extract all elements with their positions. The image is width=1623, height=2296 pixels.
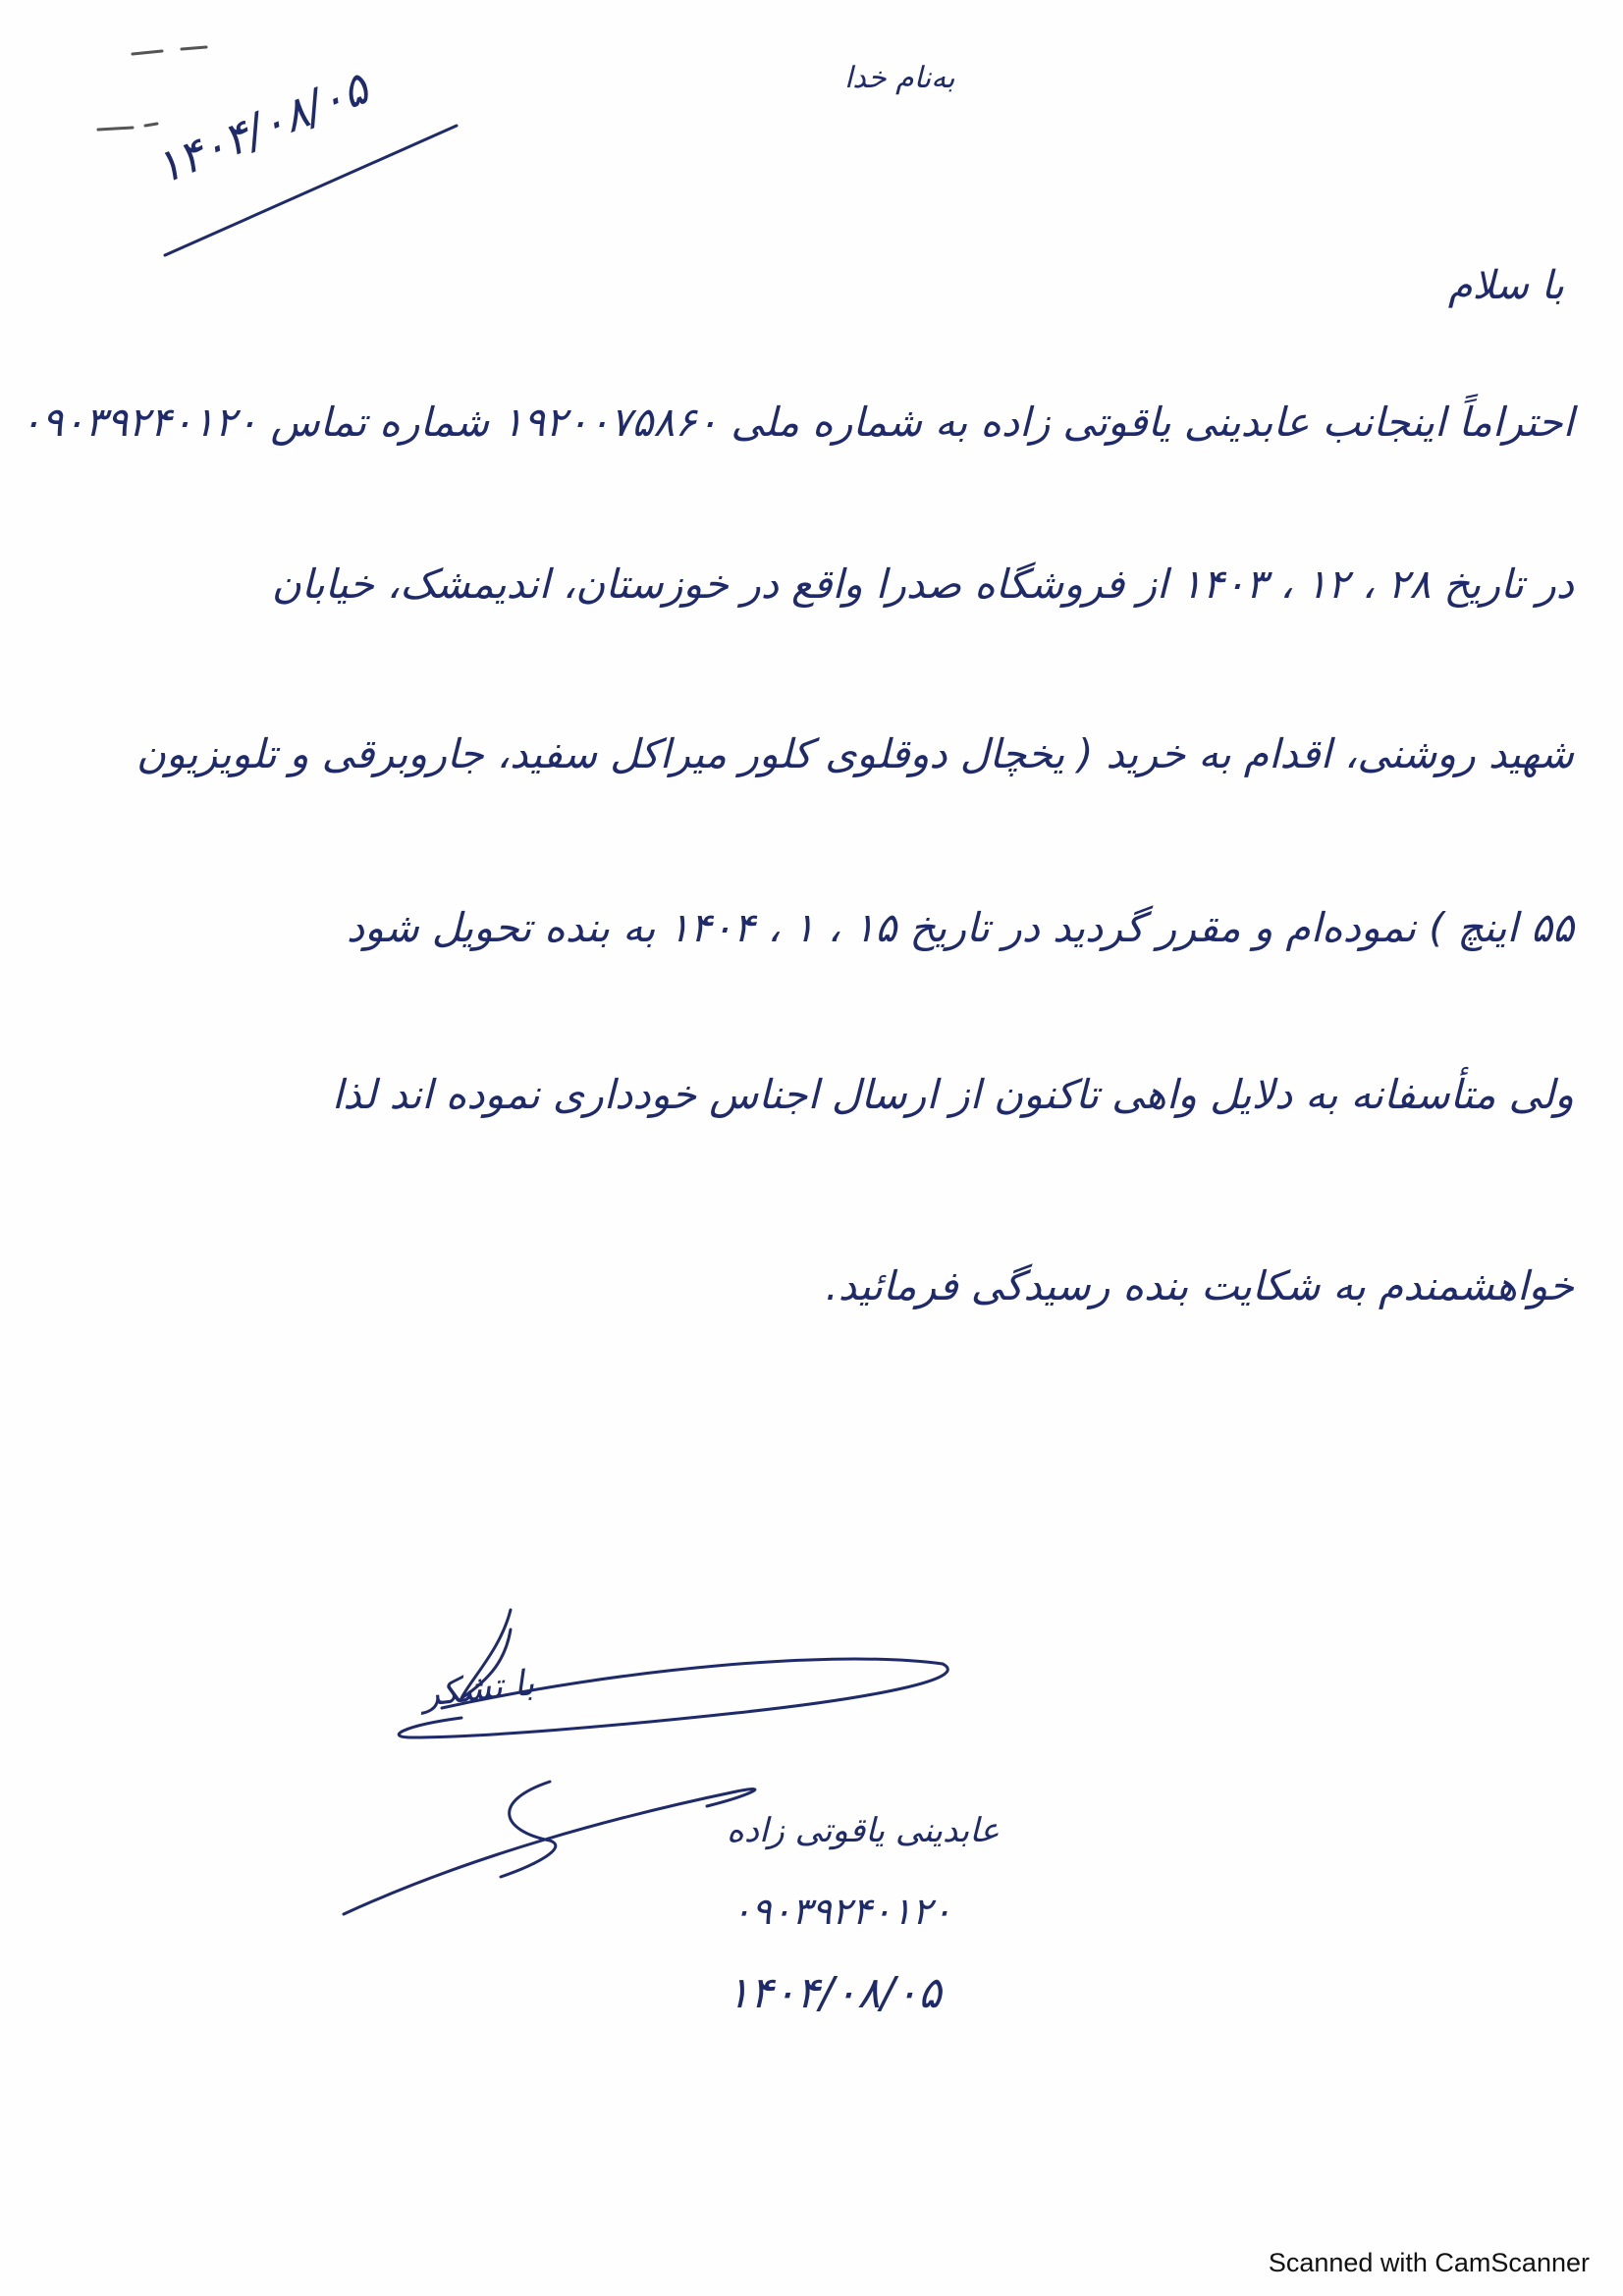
letter-date: ۱۴۰۴/۰۸/۰۵	[147, 61, 376, 195]
bismillah-heading: به‌نام خدا	[844, 61, 955, 95]
signer-name: عابدینی یاقوتی زاده	[727, 1811, 1000, 1850]
date-underline	[157, 118, 471, 265]
closing-thanks: با تشکر	[420, 1663, 537, 1715]
signer-phone: ۰۹۰۳۹۲۴۰۱۲۰	[731, 1890, 952, 1933]
body-line: شهید روشنی، اقدام به خرید ( یخچال دوقلوی کلور میراکل سفید، جاروبرقی و تلویزیون	[135, 730, 1574, 777]
body-line: ۵۵ اینچ ) نموده‌ام و مقرر گردید در تاریخ ۱۵ ، ۱ ، ۱۴۰۴ به بنده تحویل شود	[346, 904, 1574, 951]
signer-date: ۱۴۰۴/۰۸/۰۵	[727, 1968, 942, 2018]
body-line: احتراماً اینجانب عابدینی یاقوتی زاده به شماره ملی ۱۹۲۰۰۷۵۸۶۰ شماره تماس ۰۹۰۳۹۲۴۰۱۲۰	[20, 399, 1574, 446]
body-line: ولی متأسفانه به دلایل واهی تاکنون از ارسال اجناس خودداری نموده اند لذا	[332, 1071, 1574, 1118]
greeting: با سلام	[1447, 263, 1564, 308]
body-line: خواهشمندم به شکایت بنده رسیدگی فرمائید.	[825, 1262, 1574, 1309]
body-line: در تاریخ ۲۸ ، ۱۲ ، ۱۴۰۳ از فروشگاه صدرا واقع در خوزستان، اندیمشک، خیابان	[271, 561, 1574, 608]
signature	[324, 1590, 992, 1924]
scanner-watermark: Scanned with CamScanner	[1268, 2248, 1590, 2277]
